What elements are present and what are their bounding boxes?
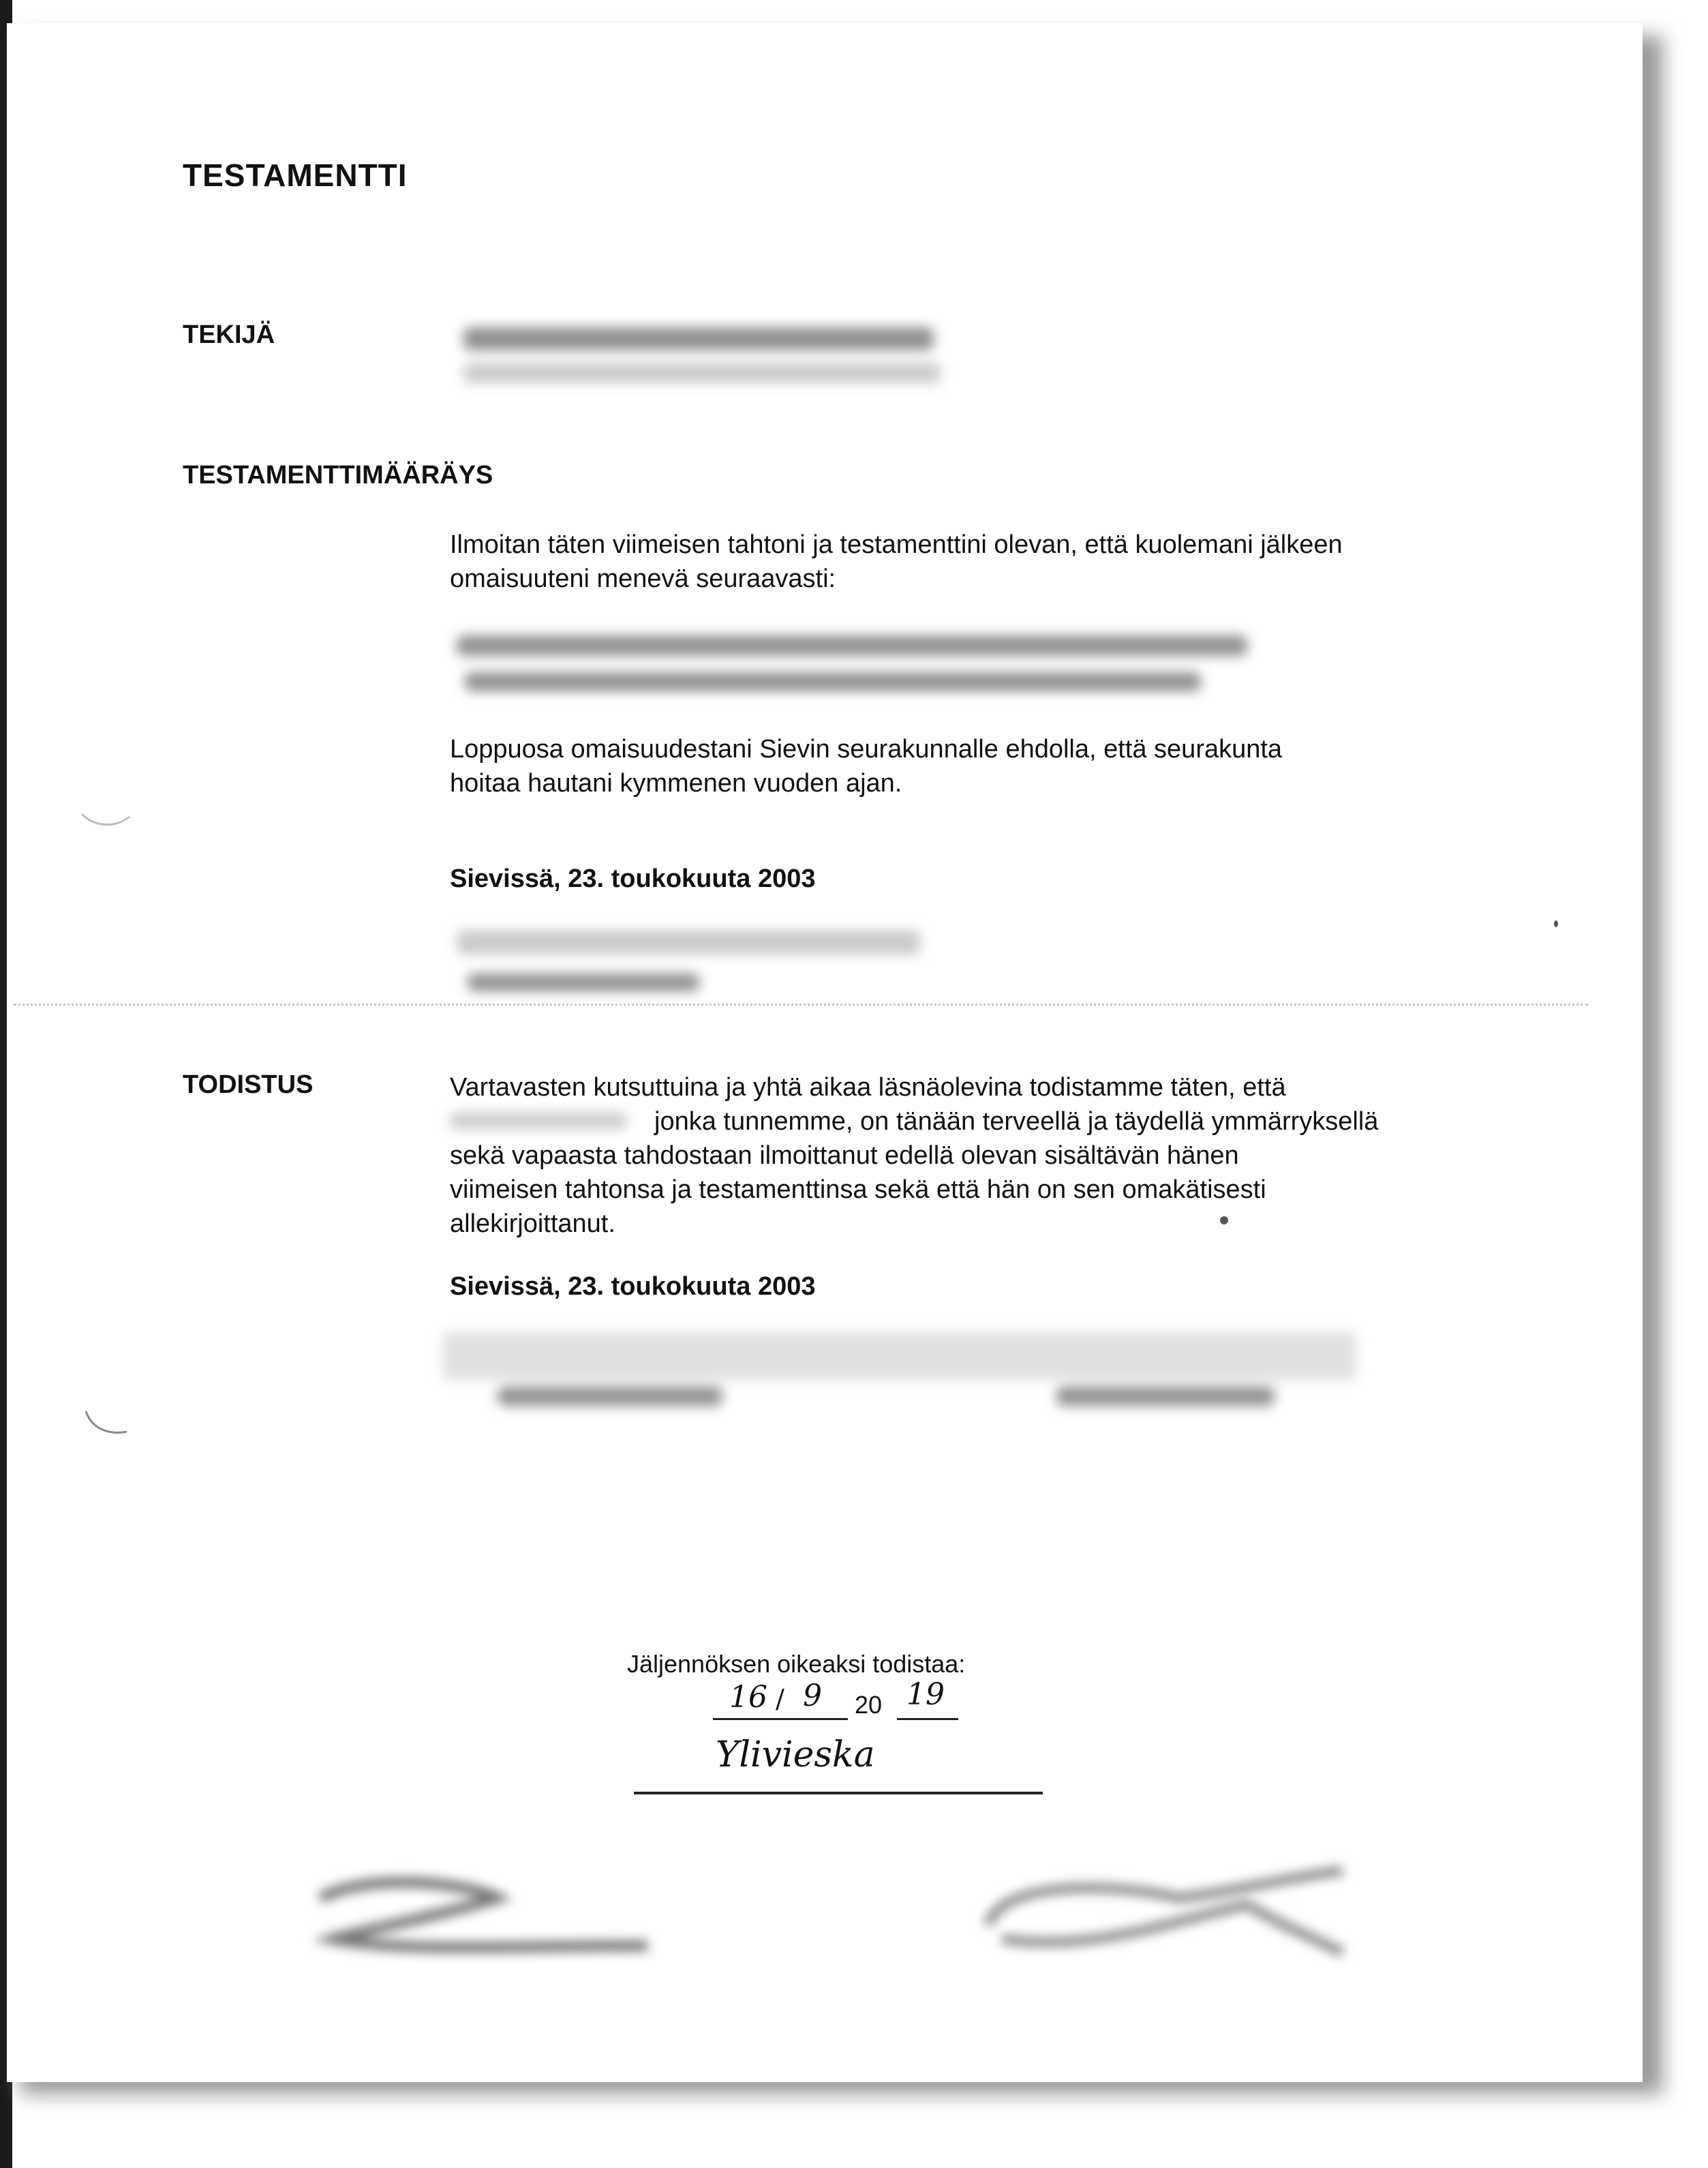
redacted-maker-name <box>463 327 934 350</box>
provision-text-line-2: omaisuuteni menevä seuraavasti: <box>450 564 836 593</box>
place-date-2: Sievissä, 23. toukokuuta 2003 <box>450 1272 816 1301</box>
certification-place-handwritten: Ylivieska <box>716 1734 875 1775</box>
ink-speck <box>1554 920 1558 927</box>
redacted-testator-name-inline <box>450 1113 627 1129</box>
redacted-witness-1-name <box>498 1387 722 1406</box>
month-underline <box>791 1718 848 1720</box>
remainder-text-line-1: Loppuosa omaisuudestani Sievin seurakunnalle ehdolla, että seurakunta <box>450 735 1283 764</box>
redacted-bequest-line-2 <box>465 672 1201 691</box>
witness-text-line-5: allekirjoittanut. <box>450 1209 615 1238</box>
day-underline <box>713 1718 802 1720</box>
document-page <box>7 23 1643 2082</box>
certification-month: 9 <box>803 1678 822 1713</box>
certification-day: 16 <box>729 1680 767 1715</box>
certification-year-suffix: 19 <box>906 1677 945 1712</box>
remainder-text-line-2: hoitaa hautani kymmenen vuoden ajan. <box>450 769 902 798</box>
provision-label: TESTAMENTTIMÄÄRÄYS <box>183 461 493 490</box>
witness-text-line-2: jonka tunnemme, on tänään terveellä ja täydellä ymmärryksellä <box>654 1107 1379 1136</box>
redacted-official-signature-left <box>293 1857 702 1980</box>
redacted-testator-signature <box>457 930 920 954</box>
certification-year-prefix: 20 <box>855 1691 883 1719</box>
witness-text-line-3: sekä vapaasta tahdostaan ilmoittanut edellä olevan sisältävän hänen <box>450 1141 1239 1170</box>
witness-text-line-1: Vartavasten kutsuttuina ja yhtä aikaa läsnäolevina todistamme täten, että <box>450 1073 1286 1102</box>
certification-separator: / <box>776 1684 784 1714</box>
redacted-witness-signatures <box>443 1332 1356 1380</box>
document-title: TESTAMENTTI <box>183 157 408 193</box>
maker-label: TEKIJÄ <box>183 320 275 349</box>
certification-label: Jäljennöksen oikeaksi todistaa: <box>627 1650 966 1678</box>
redacted-maker-details <box>463 363 941 383</box>
fold-line <box>14 1004 1588 1006</box>
place-date-1: Sievissä, 23. toukokuuta 2003 <box>450 864 816 893</box>
punch-hole-mark <box>75 787 143 841</box>
year-underline <box>897 1718 958 1720</box>
provision-text-line-1: Ilmoitan täten viimeisen tahtoni ja testamenttini olevan, että kuolemani jälkeen <box>450 530 1343 559</box>
certifier-signature-line <box>634 1792 1043 1794</box>
redacted-witness-2-name <box>1056 1387 1275 1406</box>
redacted-official-signature-right <box>961 1850 1370 1987</box>
punch-hole-mark <box>79 1404 140 1445</box>
redacted-bequest-line-1 <box>457 635 1247 656</box>
redacted-testator-name <box>468 974 699 991</box>
ink-speck <box>1220 1216 1228 1224</box>
witness-label: TODISTUS <box>183 1070 314 1099</box>
witness-text-line-4: viimeisen tahtonsa ja testamenttinsa sekä että hän on sen omakätisesti <box>450 1175 1266 1204</box>
